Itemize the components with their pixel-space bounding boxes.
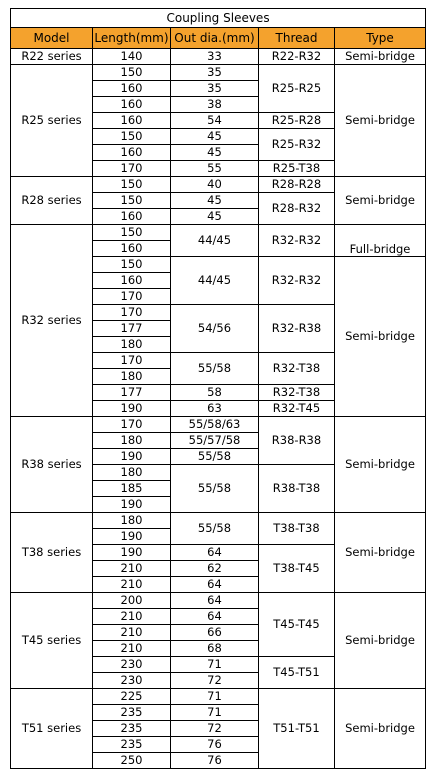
table-row [11, 417, 426, 433]
length-cell: 150 [93, 257, 171, 273]
header-thread: Thread [259, 28, 335, 49]
type-cell: Semi-bridge [335, 257, 426, 417]
thread-cell: R32-T38 [259, 385, 335, 401]
length-cell: 190 [93, 497, 171, 513]
table-header-row [11, 28, 426, 49]
length-cell: 160 [93, 209, 171, 225]
thread-cell: R25-R25 [259, 65, 335, 113]
table-row [11, 689, 426, 705]
out-dia-cell: 76 [171, 737, 259, 753]
out-dia-cell: 44/45 [171, 225, 259, 257]
length-cell: 210 [93, 561, 171, 577]
length-cell: 170 [93, 305, 171, 321]
length-cell: 170 [93, 417, 171, 433]
out-dia-cell: 64 [171, 593, 259, 609]
length-cell: 180 [93, 513, 171, 529]
out-dia-cell: 55/58 [171, 513, 259, 545]
table-row [11, 177, 426, 193]
length-cell: 160 [93, 145, 171, 161]
length-cell: 150 [93, 193, 171, 209]
length-cell: 250 [93, 753, 171, 769]
length-cell: 200 [93, 593, 171, 609]
type-cell: Semi-bridge [335, 177, 426, 225]
length-cell: 177 [93, 385, 171, 401]
out-dia-cell: 45 [171, 129, 259, 145]
length-cell: 140 [93, 49, 171, 65]
out-dia-cell: 71 [171, 657, 259, 673]
length-cell: 235 [93, 737, 171, 753]
length-cell: 180 [93, 369, 171, 385]
model-cell: R32 series [11, 225, 93, 417]
out-dia-cell: 55/57/58 [171, 433, 259, 449]
length-cell: 230 [93, 657, 171, 673]
length-cell: 210 [93, 609, 171, 625]
length-cell: 150 [93, 65, 171, 81]
out-dia-cell: 55/58 [171, 353, 259, 385]
table-title-row [11, 9, 426, 28]
table-row [11, 593, 426, 609]
thread-cell: R32-R32 [259, 257, 335, 305]
length-cell: 180 [93, 465, 171, 481]
out-dia-cell: 76 [171, 753, 259, 769]
model-cell: R25 series [11, 65, 93, 177]
length-cell: 170 [93, 289, 171, 305]
out-dia-cell: 54/56 [171, 305, 259, 353]
out-dia-cell: 62 [171, 561, 259, 577]
length-cell: 180 [93, 433, 171, 449]
length-cell: 150 [93, 129, 171, 145]
length-cell: 160 [93, 273, 171, 289]
out-dia-cell: 45 [171, 193, 259, 209]
table-body [11, 49, 426, 769]
thread-cell: R28-R32 [259, 193, 335, 225]
thread-cell: T45-T51 [259, 657, 335, 689]
thread-cell: R38-R38 [259, 417, 335, 465]
model-cell: T51 series [11, 689, 93, 769]
out-dia-cell: 55 [171, 161, 259, 177]
type-cell: Semi-bridge [335, 65, 426, 177]
table-row [11, 225, 426, 241]
out-dia-cell: 38 [171, 97, 259, 113]
coupling-sleeves-table [10, 8, 426, 769]
length-cell: 180 [93, 337, 171, 353]
out-dia-cell: 64 [171, 577, 259, 593]
length-cell: 235 [93, 721, 171, 737]
length-cell: 170 [93, 353, 171, 369]
type-cell: Semi-bridge [335, 49, 426, 65]
table-title: Coupling Sleeves [11, 9, 426, 28]
thread-cell: T51-T51 [259, 689, 335, 769]
thread-cell: R25-T38 [259, 161, 335, 177]
out-dia-cell: 63 [171, 401, 259, 417]
out-dia-cell: 55/58 [171, 449, 259, 465]
length-cell: 177 [93, 321, 171, 337]
out-dia-cell: 68 [171, 641, 259, 657]
length-cell: 230 [93, 673, 171, 689]
out-dia-cell: 54 [171, 113, 259, 129]
thread-cell: R32-T45 [259, 401, 335, 417]
out-dia-cell: 72 [171, 673, 259, 689]
length-cell: 190 [93, 401, 171, 417]
model-cell: R38 series [11, 417, 93, 513]
header-type: Type [335, 28, 426, 49]
length-cell: 210 [93, 577, 171, 593]
out-dia-cell: 66 [171, 625, 259, 641]
thread-cell: T45-T45 [259, 593, 335, 657]
out-dia-cell: 71 [171, 689, 259, 705]
out-dia-cell: 45 [171, 145, 259, 161]
length-cell: 190 [93, 545, 171, 561]
thread-cell: R22-R32 [259, 49, 335, 65]
thread-cell: R32-R32 [259, 225, 335, 257]
table-row [11, 513, 426, 529]
coupling-sleeves-table-container [10, 8, 426, 769]
out-dia-cell: 35 [171, 81, 259, 97]
type-cell: Full-bridge [335, 225, 426, 257]
header-length: Length(mm) [93, 28, 171, 49]
length-cell: 190 [93, 449, 171, 465]
thread-cell: R32-R38 [259, 305, 335, 353]
out-dia-cell: 35 [171, 65, 259, 81]
type-cell: Semi-bridge [335, 513, 426, 593]
model-cell: T38 series [11, 513, 93, 593]
length-cell: 225 [93, 689, 171, 705]
length-cell: 190 [93, 529, 171, 545]
out-dia-cell: 40 [171, 177, 259, 193]
length-cell: 150 [93, 177, 171, 193]
out-dia-cell: 64 [171, 609, 259, 625]
out-dia-cell: 55/58 [171, 465, 259, 513]
out-dia-cell: 45 [171, 209, 259, 225]
length-cell: 210 [93, 625, 171, 641]
type-cell: Semi-bridge [335, 689, 426, 769]
table-row [11, 49, 426, 65]
header-out-dia: Out dia.(mm) [171, 28, 259, 49]
thread-cell: T38-T38 [259, 513, 335, 545]
model-cell: R22 series [11, 49, 93, 65]
length-cell: 160 [93, 241, 171, 257]
length-cell: 160 [93, 97, 171, 113]
out-dia-cell: 72 [171, 721, 259, 737]
type-cell: Semi-bridge [335, 593, 426, 689]
model-cell: R28 series [11, 177, 93, 225]
type-cell: Semi-bridge [335, 417, 426, 513]
thread-cell: R32-T38 [259, 353, 335, 385]
model-cell: T45 series [11, 593, 93, 689]
thread-cell: R25-R28 [259, 113, 335, 129]
table-row [11, 65, 426, 81]
length-cell: 160 [93, 81, 171, 97]
out-dia-cell: 33 [171, 49, 259, 65]
thread-cell: T38-T45 [259, 545, 335, 593]
length-cell: 235 [93, 705, 171, 721]
thread-cell: R28-R28 [259, 177, 335, 193]
header-model: Model [11, 28, 93, 49]
out-dia-cell: 64 [171, 545, 259, 561]
thread-cell: R38-T38 [259, 465, 335, 513]
out-dia-cell: 58 [171, 385, 259, 401]
length-cell: 150 [93, 225, 171, 241]
length-cell: 160 [93, 113, 171, 129]
length-cell: 185 [93, 481, 171, 497]
out-dia-cell: 55/58/63 [171, 417, 259, 433]
length-cell: 170 [93, 161, 171, 177]
thread-cell: R25-R32 [259, 129, 335, 161]
length-cell: 210 [93, 641, 171, 657]
out-dia-cell: 44/45 [171, 257, 259, 305]
out-dia-cell: 71 [171, 705, 259, 721]
